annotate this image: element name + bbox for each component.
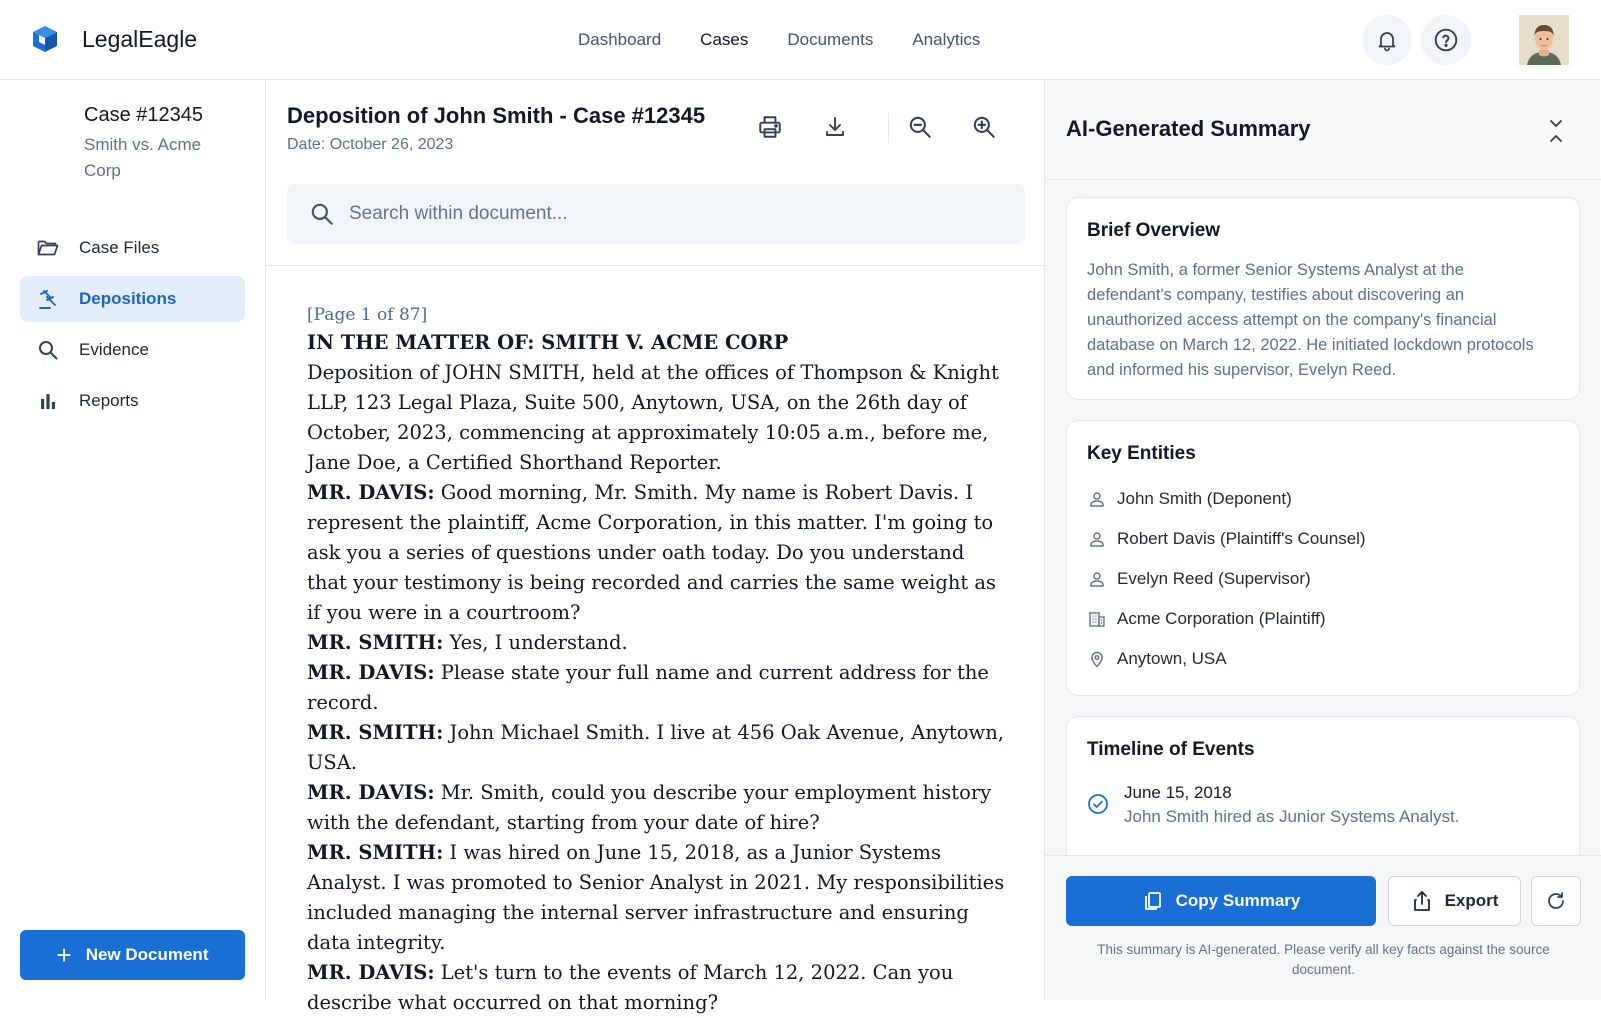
search-icon [309,201,335,227]
utterance: Let's turn to the events of March 12, 2022. Can you describe what occurred on that morning? [307,961,954,1014]
print-button[interactable] [753,110,787,144]
document-body [307,302,1007,1018]
toolbar-divider [888,113,889,143]
zoom-in-icon [971,114,997,140]
utterance: Mr. Smith, could you describe your employment history with the defendant, starting from your date of hire? [307,781,992,834]
speaker: MR. SMITH: [307,841,444,864]
document-title: Deposition of John Smith - Case #12345 [287,103,706,128]
sidebar-item-depositions[interactable] [20,276,245,322]
transcript-line [307,778,1007,838]
logo[interactable] [30,24,197,54]
page-marker: [Page 1 of 87] [307,305,428,325]
document-intro: Deposition of JOHN SMITH, held at the offices of Thompson & Knight LLP, 123 Legal Plaza, Suite 500, Anytown, USA, on the 26th day of October, 2023, commencing at approximately 10:05 a.m., before me, Jane Doe, a Certified Shorthand Reporter. [307,361,999,474]
cube-logo-icon [30,24,60,54]
person-icon [1087,489,1107,509]
sidebar-nav [20,225,245,429]
nav-dashboard[interactable]: Dashboard [578,30,662,49]
new-document-button[interactable] [20,930,245,980]
sidebar-item-label: Case Files [79,238,160,257]
help-circle-icon [1433,27,1459,53]
overview-title: Brief Overview [1087,220,1221,241]
case-number: Case #12345 [84,104,203,126]
utterance: I was hired on June 15, 2018, as a Junior Systems Analyst. I was promoted to Senior Analyst in 2021. My responsibilities included managing the internal server infrastructure and ensuring data integrity. [307,841,1005,954]
entity-item[interactable] [1087,529,1366,549]
summary-title: AI-Generated Summary [1066,116,1311,141]
transcript-line [307,718,1007,778]
timeline-date: June 15, 2018 [1124,783,1232,802]
location-pin-icon [1087,649,1107,669]
zoom-in-button[interactable] [967,110,1001,144]
timeline-desc: John Smith hired as Junior Systems Analyst. [1124,807,1460,826]
overview-text: John Smith, a former Senior Systems Analyst at the defendant's company, testifies about discovering an unauthorized access attempt on the company's financial database on March 12, 2022. He initiated lockdown protocols and informed his supervisor, Evelyn Reed. [1087,261,1534,379]
collapse-panel-button[interactable] [1541,116,1571,146]
notifications-button[interactable] [1362,15,1412,65]
document-date: Date: October 26, 2023 [287,136,454,153]
document-pane [266,80,1044,1014]
ai-disclaimer: This summary is AI-generated. Please verify all key facts against the source document. [1097,942,1550,977]
export-label: Export [1444,891,1499,910]
download-icon [823,115,847,139]
transcript-line [307,478,1007,628]
search-icon [36,338,60,362]
check-circle-icon [1087,793,1109,815]
refresh-icon [1545,890,1567,912]
timeline-title: Timeline of Events [1087,739,1255,760]
copy-summary-label: Copy Summary [1175,891,1301,910]
zoom-out-icon [907,114,933,140]
zoom-out-button[interactable] [903,110,937,144]
new-document-label: New Document [85,945,209,964]
entity-label: Evelyn Reed (Supervisor) [1117,569,1311,588]
document-divider [266,265,1044,266]
sidebar-item-label: Evidence [79,340,149,359]
transcript-line [307,958,1007,1018]
nav-analytics[interactable]: Analytics [912,30,981,49]
utterance: Please state your full name and current address for the record. [307,661,989,714]
speaker: MR. DAVIS: [307,481,435,504]
bar-chart-icon [36,389,60,413]
bell-icon [1375,28,1399,52]
copy-icon [1142,890,1164,912]
entity-label: Anytown, USA [1117,649,1227,668]
case-name: Smith vs. Acme Corp [84,135,202,180]
entity-label: Acme Corporation (Plaintiff) [1117,609,1326,628]
entity-item[interactable] [1087,569,1311,589]
sidebar-item-reports[interactable] [20,378,245,424]
speaker: MR. DAVIS: [307,781,435,804]
sidebar-item-evidence[interactable] [20,327,245,373]
entities-title: Key Entities [1087,443,1196,464]
download-button[interactable] [818,110,852,144]
top-bar [0,0,1600,80]
utterance: Good morning, Mr. Smith. My name is Robert Davis. I represent the plaintiff, Acme Corporation, in this matter. I'm going to ask you a series of questions under oath today. Do you understand that your testimony is being recorded and carries the same weight as if you were in a courtroom? [307,481,997,624]
sidebar-item-label: Reports [79,391,139,410]
collapse-chevrons-icon [1546,118,1566,144]
transcript-line [307,658,1007,718]
transcript-line [307,628,1007,658]
speaker: MR. DAVIS: [307,961,435,984]
regenerate-button[interactable] [1531,876,1581,926]
plus-icon: + [56,940,72,970]
document-search-input[interactable] [349,203,989,225]
speaker: MR. SMITH: [307,631,444,654]
speaker: MR. DAVIS: [307,661,435,684]
summary-header [1045,80,1601,180]
sidebar-item-label: Depositions [79,289,177,308]
entity-item[interactable] [1087,649,1227,669]
summary-footer [1045,855,1601,1000]
copy-summary-button[interactable] [1066,876,1376,926]
person-icon [1087,529,1107,549]
entity-label: Robert Davis (Plaintiff's Counsel) [1117,529,1366,548]
timeline-card [1066,716,1580,876]
document-search [287,184,1025,244]
speaker: MR. SMITH: [307,721,444,744]
person-icon [1087,569,1107,589]
timeline-item [1087,783,1459,827]
user-avatar[interactable] [1519,15,1569,65]
folder-icon [36,236,60,260]
transcript-line [307,838,1007,958]
app-name: LegalEagle [82,25,198,52]
main-nav [578,30,1019,50]
utterance: Yes, I understand. [443,631,628,654]
entity-label: John Smith (Deponent) [1117,489,1292,508]
share-upload-icon [1411,890,1433,912]
user-portrait-icon [1519,15,1569,65]
entity-item[interactable] [1087,609,1326,629]
document-heading: IN THE MATTER OF: SMITH V. ACME CORP [307,331,789,354]
nav-documents[interactable]: Documents [787,30,874,49]
help-button[interactable] [1421,15,1471,65]
sidebar-item-case-files[interactable] [20,225,245,271]
gavel-icon [36,287,60,311]
export-button[interactable] [1388,876,1521,926]
summary-panel [1044,80,1600,1000]
printer-icon [757,114,783,140]
sidebar [0,80,266,1000]
entity-item[interactable] [1087,489,1292,509]
building-icon [1087,609,1107,629]
nav-cases[interactable]: Cases [700,30,749,49]
overview-card [1066,197,1580,400]
entities-card [1066,420,1580,696]
utterance: John Michael Smith. I live at 456 Oak Avenue, Anytown, USA. [307,721,1004,774]
